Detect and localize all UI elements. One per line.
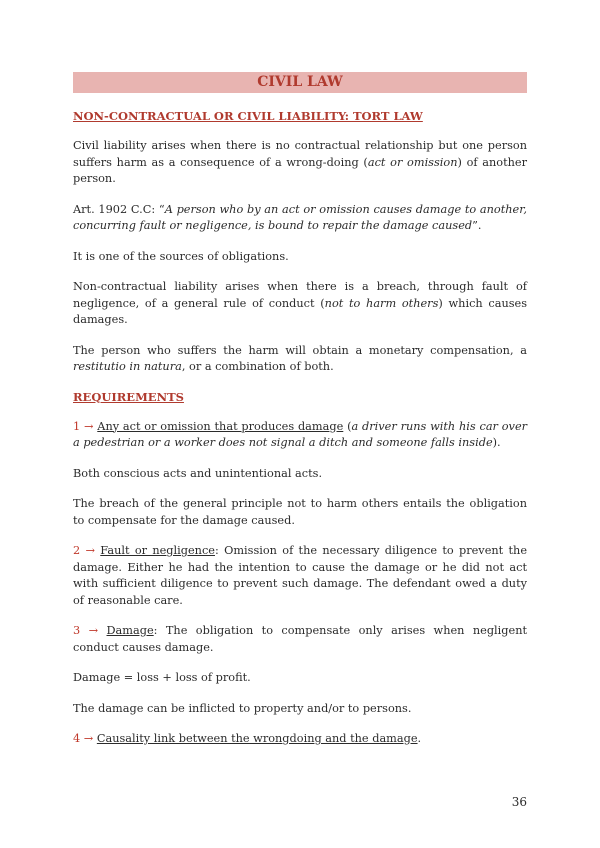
requirement-term: Fault or negligence [100, 544, 215, 557]
section-heading: NON-CONTRACTUAL OR CIVIL LIABILITY: TORT LAW [73, 109, 423, 123]
requirement-number: 1 → [73, 419, 94, 433]
emphasis: a driver runs with his car over a pedestrian or a worker does not signal a ditch and someone falls inside [73, 419, 528, 449]
text: The person who suffers the harm will obtain a monetary compensation, a [73, 343, 527, 357]
requirement-3 [73, 623, 527, 656]
paragraph-conscious-acts: Both conscious acts and unintentional acts. [73, 466, 323, 480]
text: ) of another person. [73, 155, 527, 185]
requirement-term: Causality link between the wrongdoing and the damage [96, 732, 418, 745]
paragraph-civil-liability [73, 138, 527, 188]
requirement-number: 3 → [73, 624, 99, 637]
text: ( [343, 419, 352, 433]
text: Civil liability arises when there is no contractual relationship but one person suffers harm as a consequence of a wrong-doing ( [73, 139, 527, 169]
text: : The obligation to compensate only arises when negligent conduct causes damage. [73, 624, 528, 654]
requirement-4 [73, 731, 527, 748]
paragraph-compensation [73, 343, 527, 376]
text: , or a combination of both. [181, 360, 334, 373]
emphasis: restitutio in natura [73, 360, 182, 373]
emphasis: act or omission [367, 155, 458, 169]
text: ”. [472, 219, 482, 232]
emphasis: not to harm others [324, 296, 439, 310]
requirement-term: Any act or omission that produces damage [97, 419, 344, 433]
text: Art. 1902 C.C: “ [73, 202, 165, 216]
paragraph-damage-inflicted: The damage can be inflicted to property and/or to persons. [73, 701, 412, 715]
paragraph-article-1902 [73, 202, 527, 235]
paragraph-non-contractual [73, 279, 527, 329]
text: Non-contractual liability arises when there is a breach, through fault of negligence, of a general rule of conduct ( [73, 280, 527, 310]
page-title: CIVIL LAW [73, 72, 527, 93]
text: ) which causes damages. [73, 296, 527, 326]
page-number: 36 [511, 795, 527, 809]
requirements-heading: REQUIREMENTS [73, 389, 184, 404]
text: . [417, 732, 422, 745]
requirement-1 [73, 419, 527, 452]
requirement-term: Damage [106, 624, 154, 637]
requirement-number: 2 → [73, 544, 95, 557]
text: : Omission of the necessary diligence to prevent the damage. Either he had the intention to cause the damage or he did not act with sufficient diligence to prevent such damage. The defendant owed a duty of reasonable care. [73, 544, 528, 607]
text: ). [492, 436, 501, 449]
paragraph-damage-formula: Damage = loss + loss of profit. [73, 671, 251, 684]
paragraph-sources: It is one of the sources of obligations. [73, 249, 289, 263]
document-page [73, 72, 527, 762]
requirement-2 [73, 543, 527, 609]
emphasis: A person who by an act or omission causes damage to another, concurring fault or negligence, is bound to repair the damage caused [73, 202, 527, 232]
paragraph-breach: The breach of the general principle not to harm others entails the obligation to compensate for the damage caused. [73, 497, 527, 527]
requirement-number: 4 → [73, 732, 94, 745]
